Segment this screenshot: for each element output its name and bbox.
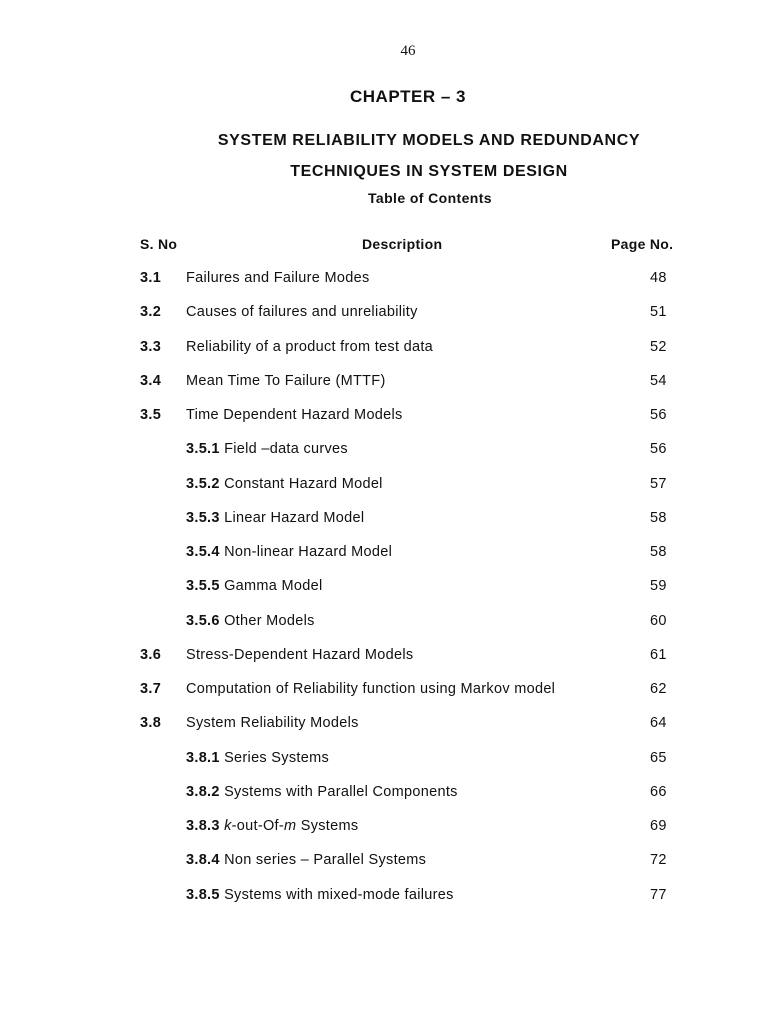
toc-description-text: Time Dependent Hazard Models xyxy=(186,407,403,423)
toc-subsection-number: 3.8.4 xyxy=(186,852,220,869)
toc-description xyxy=(186,818,358,834)
toc-description-part: Systems xyxy=(296,818,359,834)
toc-description xyxy=(186,373,386,389)
toc-page-number: 64 xyxy=(650,715,667,732)
toc-page-number: 58 xyxy=(650,544,667,560)
toc-description xyxy=(186,339,433,355)
toc-description xyxy=(186,476,383,492)
toc-page-number: 62 xyxy=(650,681,667,697)
toc-subsection-number: 3.5.6 xyxy=(186,612,220,629)
column-header-page: Page No. xyxy=(611,236,674,252)
toc-page-number: 69 xyxy=(650,818,667,834)
toc-description xyxy=(186,681,555,697)
toc-description xyxy=(186,715,359,731)
toc-section-number: 3.8 xyxy=(140,715,162,732)
toc-row xyxy=(0,544,768,578)
toc-section-number: 3.7 xyxy=(140,681,162,697)
toc-subsection-number: 3.5.1 xyxy=(186,441,220,458)
toc-page-number: 72 xyxy=(650,852,667,869)
toc-row xyxy=(0,510,768,544)
column-header-sno: S. No xyxy=(140,236,178,252)
toc-description xyxy=(186,270,370,286)
toc-description-text: Non-linear Hazard Model xyxy=(219,544,393,560)
toc-row xyxy=(0,373,768,407)
toc-row xyxy=(0,784,768,818)
toc-page-number: 51 xyxy=(650,304,667,321)
toc-description xyxy=(186,304,418,320)
toc-subsection-number: 3.8.3 xyxy=(186,818,220,834)
toc-row xyxy=(0,270,768,304)
toc-row xyxy=(0,578,768,612)
toc-page-number: 58 xyxy=(650,509,667,526)
toc-description xyxy=(186,544,392,560)
toc-row xyxy=(0,818,768,852)
chapter-title xyxy=(0,125,768,187)
toc-row xyxy=(0,647,768,681)
toc-description-text: Gamma Model xyxy=(219,578,323,595)
toc-page-number: 54 xyxy=(650,372,667,389)
toc-description-text: System Reliability Models xyxy=(186,715,359,732)
toc-page-number: 61 xyxy=(650,646,667,663)
toc-page-number: 48 xyxy=(650,270,667,286)
toc-description xyxy=(186,578,322,594)
chapter-title-line-2: TECHNIQUES IN SYSTEM DESIGN xyxy=(290,163,568,180)
toc-description xyxy=(186,647,413,663)
toc-row xyxy=(0,304,768,338)
toc-page-number: 77 xyxy=(650,886,667,903)
toc-description-part: k xyxy=(224,818,232,834)
toc-subsection-number: 3.5.3 xyxy=(186,509,220,526)
toc-subsection-number: 3.8.2 xyxy=(186,783,220,800)
toc-description xyxy=(186,441,348,457)
toc-page-number: 56 xyxy=(650,407,667,423)
toc-page-number: 57 xyxy=(650,475,667,492)
toc-section-number: 3.6 xyxy=(140,646,162,663)
toc-section-number: 3.5 xyxy=(140,407,162,423)
toc-description-text: Constant Hazard Model xyxy=(219,475,383,492)
toc-subsection-number: 3.8.1 xyxy=(186,749,220,766)
toc-section-number: 3.2 xyxy=(140,304,162,321)
toc-description-text: Linear Hazard Model xyxy=(219,509,365,526)
column-header-description: Description xyxy=(362,236,443,252)
toc-row xyxy=(0,715,768,749)
toc-row xyxy=(0,887,768,921)
toc-description xyxy=(186,510,364,526)
toc-description-text: Field –data curves xyxy=(219,441,348,458)
toc-row xyxy=(0,407,768,441)
toc-list xyxy=(0,270,768,921)
toc-description xyxy=(186,784,458,800)
toc-description-text: Systems with Parallel Components xyxy=(219,783,458,800)
toc-description xyxy=(186,407,403,423)
toc-subsection-number: 3.5.5 xyxy=(186,578,220,595)
chapter-heading: CHAPTER – 3 xyxy=(349,87,467,106)
toc-description xyxy=(186,887,454,903)
toc-description xyxy=(186,852,426,868)
page-number: 46 xyxy=(400,43,416,59)
toc-page-number: 65 xyxy=(650,749,667,766)
toc-section-number: 3.1 xyxy=(140,270,162,286)
chapter-title-line-1: SYSTEM RELIABILITY MODELS AND REDUNDANCY xyxy=(217,132,641,149)
toc-page-number: 56 xyxy=(650,441,667,458)
toc-description-text: Series Systems xyxy=(219,749,329,766)
toc-row xyxy=(0,441,768,475)
toc-page-number: 60 xyxy=(650,612,667,629)
toc-subsection-number: 3.5.2 xyxy=(186,475,220,492)
toc-description-text: Mean Time To Failure (MTTF) xyxy=(186,372,386,389)
toc-heading: Table of Contents xyxy=(368,190,492,206)
toc-subsection-number: 3.8.5 xyxy=(186,886,220,903)
toc-description-text: Computation of Reliability function using Markov model xyxy=(186,681,556,697)
toc-page-number: 66 xyxy=(650,783,667,800)
toc-description-text: Non series – Parallel Systems xyxy=(219,852,427,869)
toc-row xyxy=(0,681,768,715)
toc-description-part: -out-Of- xyxy=(231,818,285,834)
toc-subsection-number: 3.5.4 xyxy=(186,544,220,560)
toc-row xyxy=(0,613,768,647)
toc-row xyxy=(0,476,768,510)
toc-section-number: 3.4 xyxy=(140,372,162,389)
toc-description-text: Other Models xyxy=(219,612,315,629)
toc-description-part: m xyxy=(284,818,297,834)
toc-description-text: Stress-Dependent Hazard Models xyxy=(186,646,414,663)
toc-description-text: Systems with mixed-mode failures xyxy=(219,886,454,903)
toc-page-number: 52 xyxy=(650,338,667,355)
toc-description xyxy=(186,613,315,629)
toc-row xyxy=(0,339,768,373)
toc-description xyxy=(186,750,329,766)
toc-page-number: 59 xyxy=(650,578,667,595)
toc-description-text: Causes of failures and unreliability xyxy=(186,304,418,321)
toc-row xyxy=(0,750,768,784)
toc-description-text: Reliability of a product from test data xyxy=(186,338,434,355)
toc-description-text: Failures and Failure Modes xyxy=(186,270,370,286)
toc-section-number: 3.3 xyxy=(140,338,162,355)
toc-row xyxy=(0,852,768,886)
